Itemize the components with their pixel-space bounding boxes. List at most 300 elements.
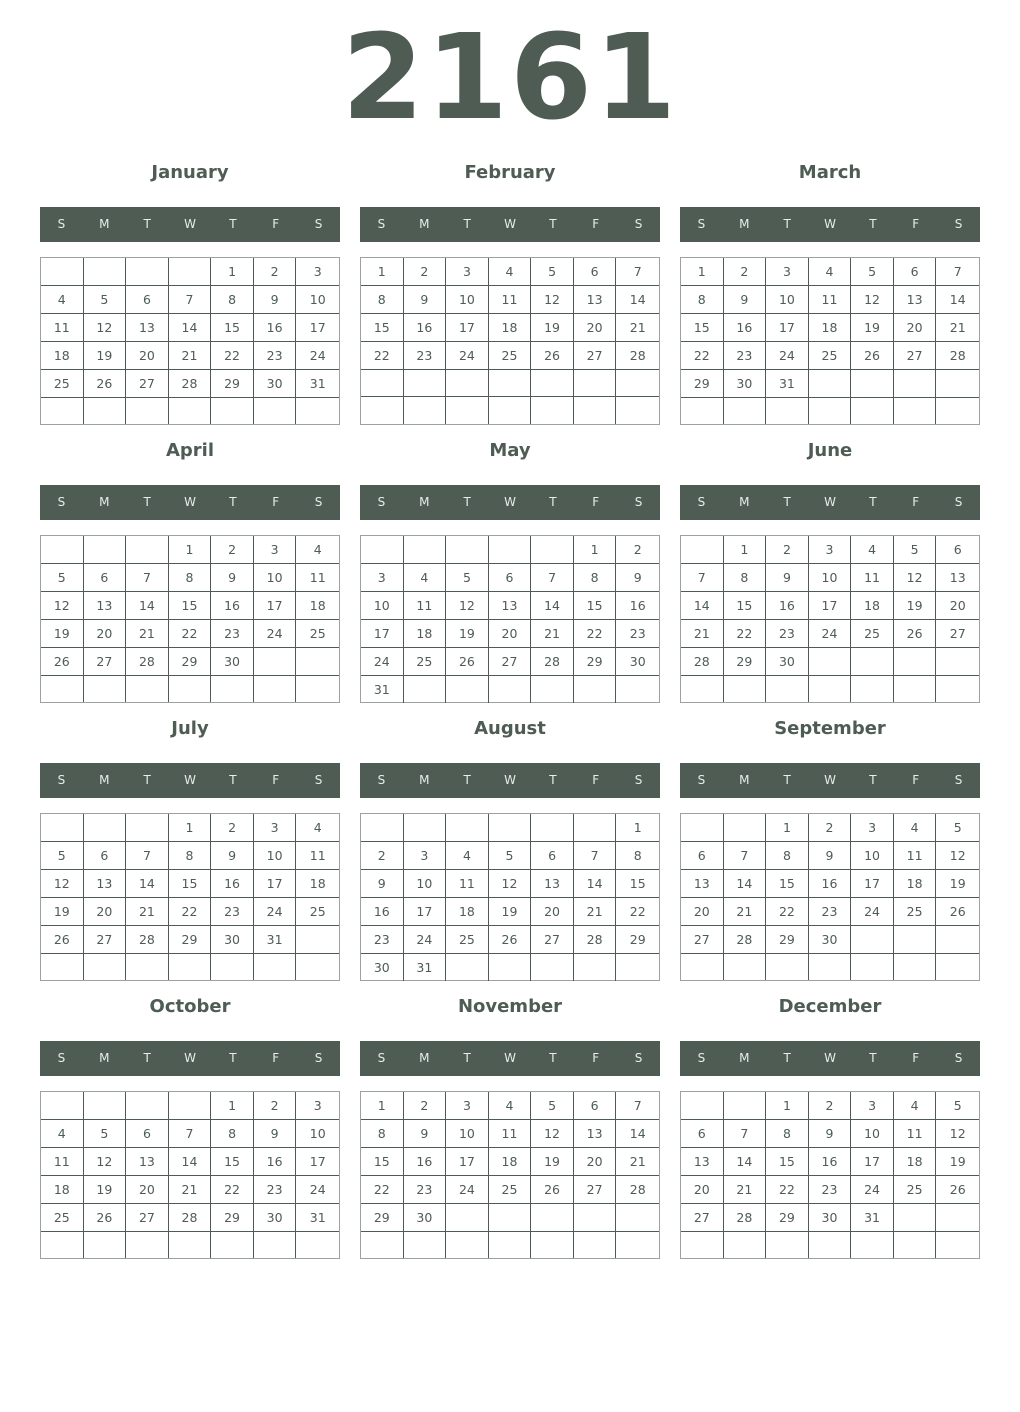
day-cell [126, 814, 169, 842]
day-cell [681, 814, 724, 842]
day-cell [851, 926, 894, 954]
day-cell: 1 [574, 536, 617, 564]
day-cell: 14 [936, 286, 979, 314]
day-cell: 26 [84, 1204, 127, 1232]
weekday-label: W [824, 495, 836, 509]
day-cell: 21 [126, 898, 169, 926]
day-cell: 29 [169, 926, 212, 954]
day-cell: 6 [84, 842, 127, 870]
day-cell: 12 [531, 286, 574, 314]
day-cell: 29 [211, 1204, 254, 1232]
day-cell: 4 [809, 258, 852, 286]
day-cell: 19 [936, 870, 979, 898]
day-cell: 2 [809, 814, 852, 842]
day-cell: 25 [296, 898, 339, 926]
day-cell: 30 [616, 648, 659, 676]
day-cell [724, 1232, 767, 1258]
month-may [360, 428, 660, 704]
day-cell: 20 [894, 314, 937, 342]
day-cell [531, 954, 574, 981]
day-cell: 19 [41, 898, 84, 926]
weekday-label: S [57, 495, 66, 509]
weekday-label: M [739, 773, 750, 787]
weekday-header [680, 485, 980, 520]
weekday-label: T [463, 217, 471, 231]
weekday-label: M [739, 217, 750, 231]
day-cell: 17 [296, 314, 339, 342]
month-title: March [798, 162, 862, 183]
day-cell: 12 [84, 314, 127, 342]
day-cell: 21 [169, 1176, 212, 1204]
day-cell [616, 1232, 659, 1258]
weekday-label: T [463, 495, 471, 509]
day-cell: 31 [766, 370, 809, 398]
weekday-label: T [783, 495, 791, 509]
day-cell: 19 [851, 314, 894, 342]
day-cell [809, 370, 852, 398]
day-cell: 16 [211, 592, 254, 620]
day-cell: 3 [361, 564, 404, 592]
day-cell: 23 [211, 620, 254, 648]
day-cell: 25 [296, 620, 339, 648]
day-cell [126, 1232, 169, 1258]
day-cell: 30 [211, 926, 254, 954]
weekday-label: S [697, 495, 706, 509]
day-cell: 7 [126, 564, 169, 592]
day-cell: 5 [41, 564, 84, 592]
day-cell: 7 [681, 564, 724, 592]
day-cell [531, 676, 574, 703]
weekday-label: S [634, 495, 643, 509]
day-cell [894, 1204, 937, 1232]
weekday-label: F [592, 217, 600, 231]
day-cell: 20 [126, 1176, 169, 1204]
month-title: September [774, 718, 886, 739]
day-cell: 10 [766, 286, 809, 314]
day-cell [851, 954, 894, 980]
day-cell: 9 [809, 1120, 852, 1148]
day-cell [296, 648, 339, 676]
day-cell [404, 536, 447, 564]
day-cell: 17 [296, 1148, 339, 1176]
day-cell: 23 [616, 620, 659, 648]
day-cell [254, 398, 297, 424]
day-cell: 2 [724, 258, 767, 286]
day-cell [851, 648, 894, 676]
day-cell [531, 814, 574, 842]
day-cell: 18 [41, 1176, 84, 1204]
day-cell: 11 [41, 1148, 84, 1176]
day-cell: 5 [446, 564, 489, 592]
month-january [40, 150, 340, 426]
day-cell [681, 954, 724, 980]
day-cell: 19 [531, 1148, 574, 1176]
weekday-header [40, 207, 340, 242]
weekday-label: S [634, 217, 643, 231]
day-cell: 9 [211, 842, 254, 870]
day-cell: 22 [169, 620, 212, 648]
day-cell: 20 [936, 592, 979, 620]
day-cell: 17 [446, 314, 489, 342]
day-cell [531, 1232, 574, 1258]
day-cell: 22 [766, 1176, 809, 1204]
day-cell: 21 [616, 314, 659, 342]
day-cell: 17 [361, 620, 404, 648]
day-cell: 3 [809, 536, 852, 564]
day-cell: 10 [851, 1120, 894, 1148]
day-cell: 20 [681, 898, 724, 926]
day-cell: 26 [531, 342, 574, 370]
day-cell: 11 [404, 592, 447, 620]
day-cell: 23 [766, 620, 809, 648]
day-cell: 10 [361, 592, 404, 620]
day-cell: 27 [84, 648, 127, 676]
day-cell: 16 [361, 898, 404, 926]
day-cell: 16 [254, 1148, 297, 1176]
day-cell [766, 954, 809, 980]
day-cell: 21 [681, 620, 724, 648]
day-cell: 28 [126, 648, 169, 676]
day-cell [936, 676, 979, 702]
day-cell [724, 814, 767, 842]
day-cell: 26 [446, 648, 489, 676]
day-grid [40, 257, 340, 425]
weekday-label: T [869, 1051, 877, 1065]
day-cell [809, 648, 852, 676]
day-cell: 4 [404, 564, 447, 592]
day-cell: 9 [766, 564, 809, 592]
day-cell: 23 [211, 898, 254, 926]
day-cell: 28 [616, 1176, 659, 1204]
day-cell [404, 676, 447, 703]
day-cell: 16 [809, 1148, 852, 1176]
day-cell: 3 [296, 258, 339, 286]
day-cell: 6 [681, 1120, 724, 1148]
day-cell: 25 [41, 1204, 84, 1232]
day-cell: 1 [766, 1092, 809, 1120]
day-cell [169, 676, 212, 702]
day-cell: 24 [446, 342, 489, 370]
year-title: 2161 [341, 8, 679, 146]
day-cell [851, 370, 894, 398]
weekday-label: T [783, 217, 791, 231]
day-cell [254, 954, 297, 980]
weekday-label: T [869, 773, 877, 787]
day-cell [809, 676, 852, 702]
day-cell: 23 [404, 342, 447, 370]
day-cell: 23 [809, 1176, 852, 1204]
day-cell: 25 [894, 1176, 937, 1204]
day-cell [296, 926, 339, 954]
day-cell: 27 [681, 926, 724, 954]
day-cell: 2 [616, 536, 659, 564]
day-cell [41, 1092, 84, 1120]
weekday-label: F [272, 217, 280, 231]
day-cell: 18 [296, 870, 339, 898]
day-cell: 19 [84, 1176, 127, 1204]
day-cell: 8 [681, 286, 724, 314]
day-cell: 20 [84, 898, 127, 926]
day-grid [40, 1091, 340, 1259]
day-cell [361, 536, 404, 564]
day-cell: 10 [446, 1120, 489, 1148]
day-cell [766, 398, 809, 424]
day-cell: 12 [936, 842, 979, 870]
day-cell: 12 [446, 592, 489, 620]
day-cell [126, 954, 169, 980]
day-cell: 24 [766, 342, 809, 370]
weekday-header [360, 1041, 660, 1076]
day-cell: 1 [724, 536, 767, 564]
weekday-label: T [549, 495, 557, 509]
day-grid [680, 535, 980, 703]
month-march [680, 150, 980, 426]
weekday-label: S [697, 1051, 706, 1065]
weekday-label: F [912, 773, 920, 787]
day-cell [84, 1232, 127, 1258]
day-cell: 9 [724, 286, 767, 314]
day-cell: 29 [724, 648, 767, 676]
day-cell [681, 676, 724, 702]
day-cell [616, 397, 659, 424]
day-cell: 5 [84, 1120, 127, 1148]
day-cell: 25 [851, 620, 894, 648]
day-cell: 15 [681, 314, 724, 342]
day-cell: 20 [84, 620, 127, 648]
day-cell: 27 [574, 342, 617, 370]
day-cell: 4 [851, 536, 894, 564]
day-cell: 20 [489, 620, 532, 648]
day-cell: 19 [894, 592, 937, 620]
day-cell: 27 [681, 1204, 724, 1232]
day-cell [169, 1232, 212, 1258]
day-cell: 26 [489, 926, 532, 954]
day-cell: 20 [574, 314, 617, 342]
day-cell: 19 [84, 342, 127, 370]
day-cell: 26 [851, 342, 894, 370]
day-cell: 2 [254, 258, 297, 286]
weekday-label: T [463, 773, 471, 787]
weekday-label: W [184, 217, 196, 231]
day-cell: 5 [531, 258, 574, 286]
day-cell: 11 [489, 286, 532, 314]
day-cell: 21 [616, 1148, 659, 1176]
day-cell: 11 [809, 286, 852, 314]
weekday-label: W [184, 495, 196, 509]
day-cell [766, 676, 809, 702]
day-cell [616, 954, 659, 981]
weekday-label: W [824, 1051, 836, 1065]
day-cell: 14 [126, 870, 169, 898]
month-title: November [457, 996, 563, 1017]
month-title: April [165, 440, 215, 461]
weekday-label: T [549, 1051, 557, 1065]
day-cell: 21 [936, 314, 979, 342]
day-cell: 28 [616, 342, 659, 370]
day-cell [851, 676, 894, 702]
day-cell: 13 [84, 592, 127, 620]
day-cell: 29 [766, 926, 809, 954]
day-cell: 1 [766, 814, 809, 842]
day-cell: 24 [446, 1176, 489, 1204]
day-cell: 12 [489, 870, 532, 898]
weekday-label: T [229, 1051, 237, 1065]
day-cell [936, 398, 979, 424]
day-cell: 6 [489, 564, 532, 592]
day-cell: 10 [404, 870, 447, 898]
day-cell: 3 [851, 1092, 894, 1120]
day-cell [211, 1232, 254, 1258]
day-cell: 31 [296, 1204, 339, 1232]
day-cell: 29 [211, 370, 254, 398]
day-cell: 19 [41, 620, 84, 648]
day-cell [126, 1092, 169, 1120]
day-cell: 8 [211, 286, 254, 314]
day-cell: 24 [851, 1176, 894, 1204]
day-cell: 17 [446, 1148, 489, 1176]
day-cell [84, 258, 127, 286]
day-cell: 22 [211, 342, 254, 370]
day-cell [404, 397, 447, 424]
day-cell: 12 [851, 286, 894, 314]
month-september [680, 706, 980, 982]
day-cell: 28 [126, 926, 169, 954]
weekday-label: F [912, 495, 920, 509]
day-cell: 8 [724, 564, 767, 592]
day-cell [894, 648, 937, 676]
day-cell: 19 [531, 314, 574, 342]
day-cell: 30 [724, 370, 767, 398]
day-cell [446, 954, 489, 981]
day-cell [169, 258, 212, 286]
day-cell [169, 398, 212, 424]
day-cell: 7 [531, 564, 574, 592]
day-cell: 3 [446, 1092, 489, 1120]
day-cell: 4 [894, 814, 937, 842]
weekday-label: T [229, 217, 237, 231]
day-cell: 11 [296, 564, 339, 592]
weekday-header [40, 1041, 340, 1076]
month-november [360, 984, 660, 1260]
day-cell: 4 [489, 1092, 532, 1120]
day-cell [724, 398, 767, 424]
day-cell: 4 [446, 842, 489, 870]
day-cell [894, 370, 937, 398]
day-cell: 27 [126, 370, 169, 398]
day-cell: 9 [211, 564, 254, 592]
day-cell: 15 [766, 1148, 809, 1176]
month-title: February [464, 162, 556, 183]
day-cell [84, 954, 127, 980]
day-cell: 22 [361, 342, 404, 370]
day-cell [446, 814, 489, 842]
day-cell: 17 [851, 870, 894, 898]
day-cell: 23 [724, 342, 767, 370]
day-cell [894, 676, 937, 702]
weekday-label: S [314, 773, 323, 787]
day-cell: 2 [254, 1092, 297, 1120]
day-cell: 24 [296, 1176, 339, 1204]
day-cell: 5 [531, 1092, 574, 1120]
day-cell: 8 [766, 842, 809, 870]
day-cell [681, 1232, 724, 1258]
day-cell [126, 676, 169, 702]
day-cell [489, 676, 532, 703]
day-cell [724, 676, 767, 702]
day-cell: 15 [211, 1148, 254, 1176]
day-cell: 29 [766, 1204, 809, 1232]
day-cell: 5 [936, 1092, 979, 1120]
day-cell: 29 [681, 370, 724, 398]
day-cell [41, 954, 84, 980]
day-cell: 5 [851, 258, 894, 286]
day-cell: 3 [254, 814, 297, 842]
day-cell: 20 [681, 1176, 724, 1204]
weekday-label: S [697, 773, 706, 787]
day-cell: 6 [126, 286, 169, 314]
weekday-label: T [143, 1051, 151, 1065]
day-grid [680, 257, 980, 425]
day-cell [894, 954, 937, 980]
day-cell: 26 [531, 1176, 574, 1204]
day-cell: 2 [361, 842, 404, 870]
day-cell: 26 [41, 648, 84, 676]
weekday-label: T [869, 217, 877, 231]
day-cell: 22 [211, 1176, 254, 1204]
day-cell [41, 536, 84, 564]
day-cell [126, 536, 169, 564]
day-cell: 29 [574, 648, 617, 676]
day-cell [404, 370, 447, 397]
day-cell [296, 1232, 339, 1258]
day-cell [254, 648, 297, 676]
day-cell [574, 1204, 617, 1232]
weekday-header [40, 485, 340, 520]
month-title: October [149, 996, 231, 1017]
day-cell: 18 [489, 1148, 532, 1176]
day-cell [574, 676, 617, 703]
day-cell [574, 814, 617, 842]
day-cell: 17 [766, 314, 809, 342]
day-grid [360, 535, 660, 703]
day-cell: 22 [616, 898, 659, 926]
day-cell [361, 1232, 404, 1258]
weekday-label: W [504, 217, 516, 231]
day-cell: 4 [41, 286, 84, 314]
day-cell [724, 954, 767, 980]
day-cell: 10 [446, 286, 489, 314]
day-cell: 11 [489, 1120, 532, 1148]
day-cell: 9 [361, 870, 404, 898]
day-cell: 13 [126, 314, 169, 342]
day-cell: 17 [404, 898, 447, 926]
day-cell: 13 [894, 286, 937, 314]
day-cell: 30 [211, 648, 254, 676]
day-cell: 31 [851, 1204, 894, 1232]
day-cell [809, 398, 852, 424]
day-cell: 27 [84, 926, 127, 954]
month-august [360, 706, 660, 982]
day-cell [681, 1092, 724, 1120]
day-cell: 24 [296, 342, 339, 370]
day-cell: 6 [126, 1120, 169, 1148]
day-cell [616, 370, 659, 397]
weekday-label: T [463, 1051, 471, 1065]
day-cell: 18 [851, 592, 894, 620]
day-cell: 24 [809, 620, 852, 648]
day-cell: 20 [574, 1148, 617, 1176]
day-grid [680, 1091, 980, 1259]
